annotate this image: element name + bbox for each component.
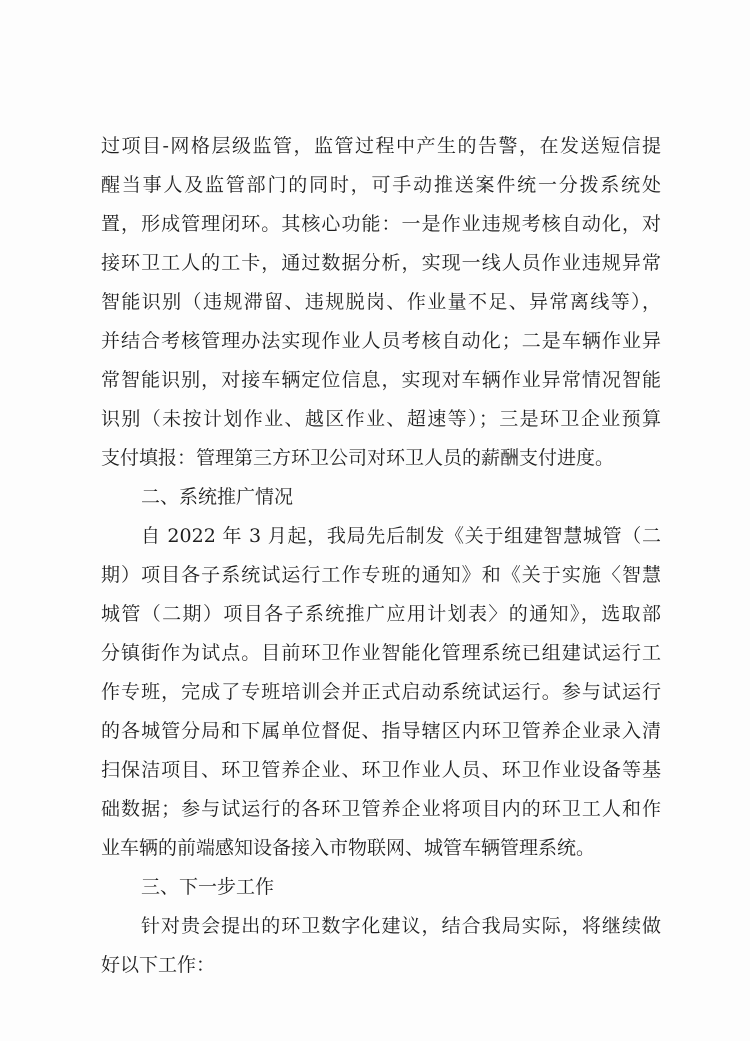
paragraph-line: 醒当事人及监管部门的同时，可手动推送案件统一分拨系统处 — [101, 174, 661, 196]
paragraph-line: 扫保洁项目、环卫管养企业、环卫作业人员、环卫作业设备等基 — [101, 759, 661, 781]
paragraph-line: 并结合考核管理办法实现作业人员考核自动化；二是车辆作业异 — [101, 330, 661, 352]
paragraph-line: 智能识别（违规滞留、违规脱岗、作业量不足、异常离线等）， — [101, 291, 661, 313]
paragraph-line: 城管（二期）项目各子系统推广应用计划表〉的通知》，选取部 — [101, 603, 661, 625]
paragraph-line: 础数据；参与试运行的各环卫管养企业将项目内的环卫工人和作 — [101, 798, 661, 820]
paragraph-line: 业车辆的前端感知设备接入市物联网、城管车辆管理系统。 — [101, 837, 596, 859]
paragraph-line: 接环卫工人的工卡，通过数据分析，实现一线人员作业违规异常 — [101, 252, 661, 274]
section-heading: 三、下一步工作 — [141, 876, 275, 898]
paragraph-line: 支付填报：管理第三方环卫公司对环卫人员的薪酬支付进度。 — [101, 447, 615, 469]
paragraph-line: 识别（未按计划作业、越区作业、超速等）；三是环卫企业预算 — [101, 408, 661, 430]
paragraph-line: 的各城管分局和下属单位督促、指导辖区内环卫管养企业录入清 — [101, 720, 661, 742]
paragraph-line: 期）项目各子系统试运行工作专班的通知》和《关于实施〈智慧 — [101, 564, 661, 586]
paragraph-line: 分镇街作为试点。目前环卫作业智能化管理系统已组建试运行工 — [101, 642, 661, 664]
paragraph-line: 作专班，完成了专班培训会并正式启动系统试运行。参与试运行 — [101, 681, 661, 703]
paragraph-line: 自 2022 年 3 月起，我局先后制发《关于组建智慧城管（二 — [141, 525, 661, 547]
paragraph-line: 常智能识别，对接车辆定位信息，实现对车辆作业异常情况智能 — [101, 369, 661, 391]
paragraph-line: 置，形成管理闭环。其核心功能：一是作业违规考核自动化，对 — [101, 213, 661, 235]
section-heading: 二、系统推广情况 — [141, 486, 294, 508]
paragraph-line: 好以下工作： — [101, 954, 216, 976]
paragraph-line: 针对贵会提出的环卫数字化建议，结合我局实际，将继续做 — [141, 915, 661, 937]
paragraph-line: 过项目-网格层级监管，监管过程中产生的告警，在发送短信提 — [101, 135, 661, 157]
